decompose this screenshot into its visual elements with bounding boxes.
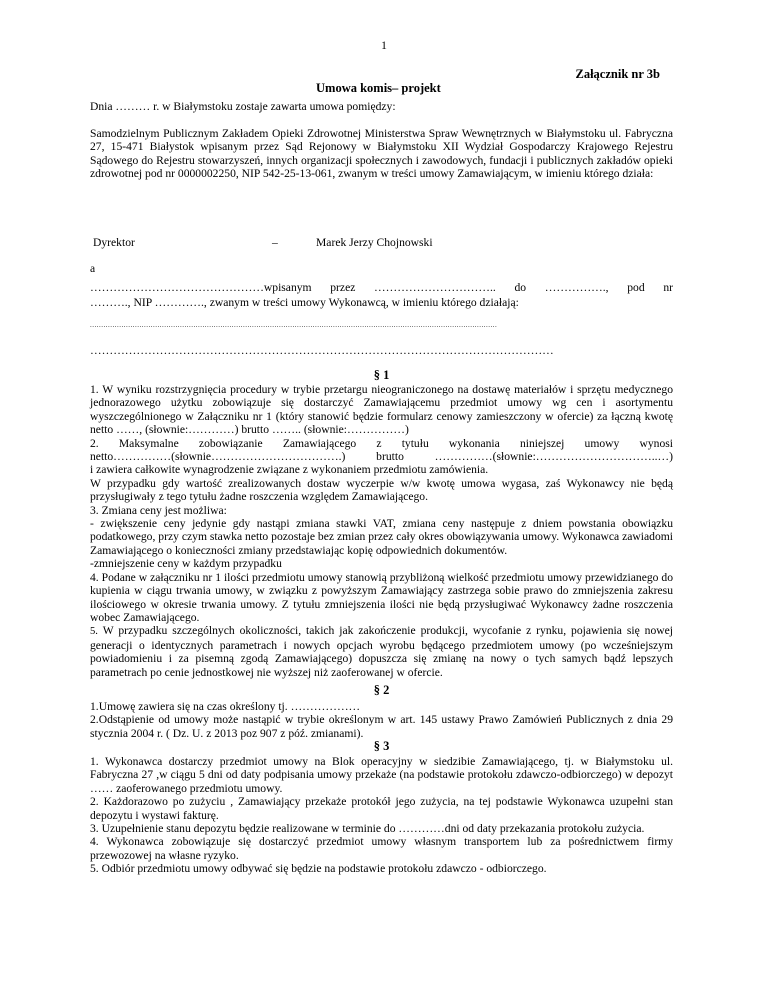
s1-paragraph-3b: -zmniejszenie ceny w każdym przypadku	[90, 557, 282, 571]
section-1-body	[90, 383, 673, 679]
s1-paragraph-3a: - zwiększenie ceny jedynie gdy nastąpi zmiana stawki VAT, zmiana ceny następuje z dniem powstania obowiązku podatkowego, przy czym stawka netto pozostaje bez zmian przez cały okres obowiązywania umowy. Wykonawca zawiadomi Zamawiającego o konieczności zmiany przedstawiając kopię odpowiednich dokumentów.	[90, 517, 673, 557]
s1-paragraph-5	[90, 624, 673, 679]
dotted-line-1: .....................................................................................................................................................................................	[90, 321, 498, 329]
s3-paragraph-4: 4. Wykonawca zobowiązuje się dostarczyć przedmiot umowy własnym transportem lub za pośrednictwem firmy przewozowej na własne ryzyko.	[90, 835, 673, 862]
section-3-body	[90, 755, 673, 876]
s1-paragraph-2d: W przypadku gdy wartość zrealizowanych dostaw wyczerpie w/w kwotę umowa wygasa, zaś Wykonawcy nie będą przysługiwały z tego tytułu żadne roszczenia względem Zamawiającego.	[90, 476, 673, 504]
section-1-heading: § 1	[373, 368, 390, 382]
s3-paragraph-5: 5. Odbiór przedmiotu umowy odbywać się będzie na podstawie protokołu zdawczo - odbiorczego.	[90, 862, 547, 876]
signatory-role: Dyrektor	[93, 236, 135, 249]
s1-paragraph-5-number: 5.	[90, 626, 98, 638]
party-two-line-1: ………………………………………wpisanym przez ………………………….. do ……………., pod nr	[90, 281, 673, 294]
s1-paragraph-1: 1. W wyniku rozstrzygnięcia procedury w trybie przetargu nieograniczonego na dostawę materiałów i sprzętu medycznego jednorazowego użytku zobowiązuje się dostarczyć Zamawiającemu przedmiot umowy wg cen i asortymentu wyszczególnionego w Załączniku nr 1 (który stanowić będzie formularz cenowy zamieszczony w ofercie) za łączną kwotę netto ……, (słownie:…………) brutto …….. (słownie:……………)	[90, 383, 673, 437]
s1-paragraph-2b: netto……………(słownie…………………………….) brutto ……………(słownie:…………………………..…)	[90, 450, 673, 464]
dotted-line-2: …………………………………………………………………………………………………………	[90, 344, 554, 357]
s2-paragraph-1: 1.Umowę zawiera się na czas określony tj. ………………	[90, 700, 361, 713]
conjunction-a: a	[90, 262, 96, 275]
party-two-line-2: ………., NIP …………., zwanym w treści umowy Wykonawcą, w imieniu którego działają:	[90, 296, 519, 309]
section-3-heading: § 3	[373, 739, 390, 753]
party-one-paragraph: Samodzielnym Publicznym Zakładem Opieki Zdrowotnej Ministerstwa Spraw Wewnętrznych w Białymstoku ul. Fabryczna 27, 15-471 Białystok wpisanym przez Sąd Rejonowy w Białymstoku XII Wydział Gospodarczy Krajowego Rejestru Sądowego do Rejestru stowarzyszeń, innych organizacji społecznych i zawodowych, fundacji i publicznych zakładów opieki zdrowotnej pod nr 0000002250, NIP 542-25-13-061, zwanym w treści umowy Zamawiającym, w imieniu którego działa:	[90, 127, 673, 181]
page-number: 1	[381, 40, 387, 52]
s3-paragraph-1: 1. Wykonawca dostarczy przedmiot umowy na Blok operacyjny w siedzibie Zamawiającego, tj. w Białymstoku ul. Fabryczna 27 ,w ciągu 5 dni od daty podpisania umowy przekaże (na podstawie protokołu zdawczo-odbiorczego) w depozyt …… zaoferowanego przedmiotu umowy.	[90, 755, 673, 795]
s2-paragraph-2: 2.Odstąpienie od umowy może nastąpić w trybie określonym w art. 145 ustawy Prawo Zamówień Publicznych z dnia 29 stycznia 2004 r. ( Dz. U. z 2013 poz 907 z póź. zmianami).	[90, 713, 673, 740]
s1-paragraph-4: 4. Podane w załączniku nr 1 ilości przedmiotu umowy stanowią przybliżoną wielkość przedmiotu umowy przewidzianego do kupienia w ciągu trwania umowy, w związku z powyższym Zamawiający zastrzega sobie prawo do zmniejszenia zakresu ilościowego w okresie trwania umowy. Z tytułu zmniejszenia ilości nie będą przysługiwać Wykonawcy żadne roszczenia wobec Zamawiającego.	[90, 570, 673, 624]
section-2-body	[90, 700, 673, 740]
s3-paragraph-2: 2. Każdorazowo po zużyciu , Zamawiający przekaże protokół jego zużycia, na tej podstawie Wykonawca uzupełni stan depozytu i wystawi fakturę.	[90, 795, 673, 822]
annex-label: Załącznik nr 3b	[575, 67, 660, 81]
signatory-dash: –	[272, 236, 278, 249]
s3-paragraph-3: 3. Uzupełnienie stanu depozytu będzie realizowane w terminie do …………dni od daty przekazania protokołu zużycia.	[90, 822, 645, 836]
section-2-heading: § 2	[373, 683, 390, 697]
s1-paragraph-2a: 2. Maksymalne zobowiązanie Zamawiającego z tytułu wykonania niniejszej umowy wynosi	[90, 436, 673, 450]
s1-paragraph-2c: i zawiera całkowite wynagrodzenie związane z wykonaniem przedmiotu zamówienia.	[90, 463, 489, 477]
document-title: Umowa komis– projekt	[316, 81, 441, 95]
s1-paragraph-5-text: W przypadku szczególnych okoliczności, takich jak zakończenie produkcji, wycofanie z rynku, pojawienia się nowej generacji o identycznych parametrach i nowych opcjach wyrobu będącego przedmiotem umowy (po wcześniejszym powiadomieniu i za pisemną zgodą Zamawiającego) dopuszcza się zmianę na nowy o tych samych bądź lepszych parametrach po cenie jednostkowej nie wyższej niż zaoferowanej w ofercie.	[90, 624, 673, 679]
signatory-name: Marek Jerzy Chojnowski	[316, 236, 433, 249]
s1-paragraph-3: 3. Zmiana ceny jest możliwa:	[90, 503, 227, 517]
intro-date-line: Dnia ……… r. w Białymstoku zostaje zawarta umowa pomiędzy:	[90, 100, 396, 113]
